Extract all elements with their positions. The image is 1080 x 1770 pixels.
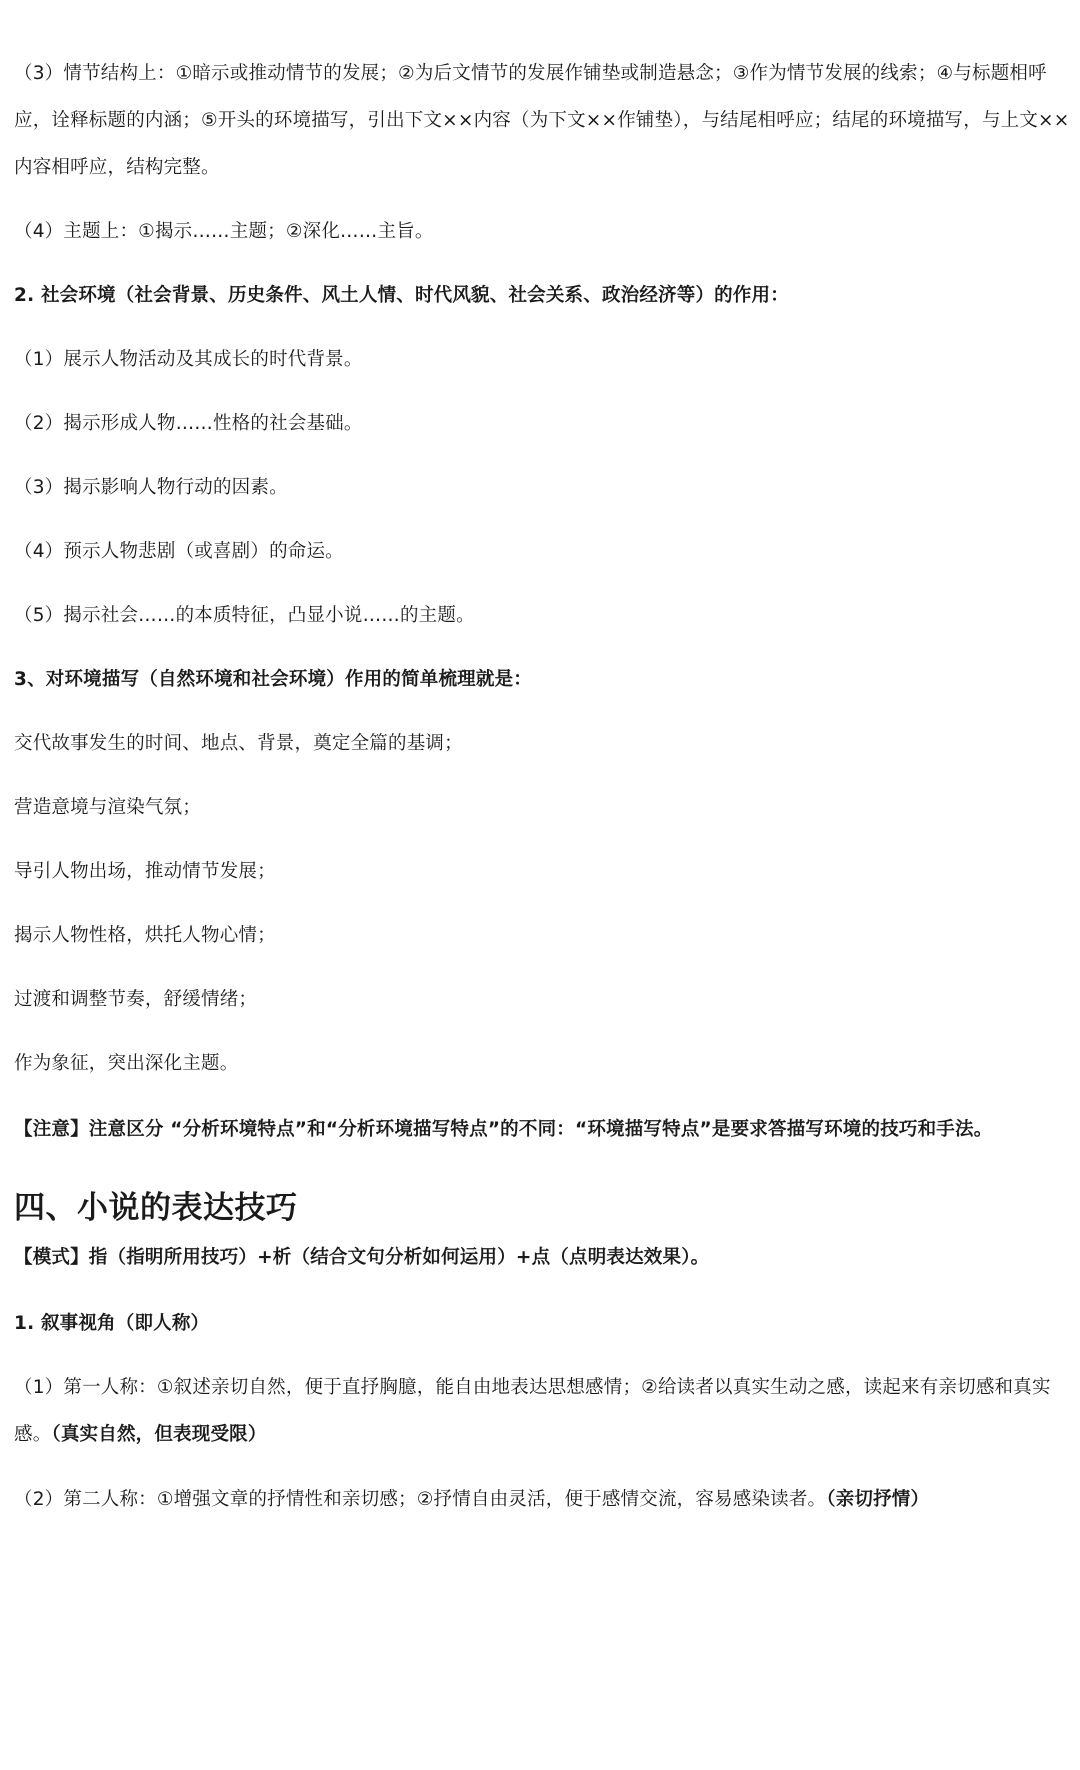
plot-structure-line-3: 内容相呼应，结构完整。 (14, 157, 220, 178)
theme-line: （4）主题上：①揭示……主题；②深化……主旨。 (14, 221, 434, 242)
social-environment-item-3: （3）揭示影响人物行动的因素。 (14, 477, 288, 498)
second-person-line (14, 1486, 929, 1514)
second-person-text: （2）第二人称：①增强文章的抒情性和亲切感；②抒情自由灵活，便于感情交流，容易感染读者。 (14, 1489, 827, 1510)
summary-title: 3、对环境描写（自然环境和社会环境）作用的简单梳理就是： (14, 669, 532, 690)
social-environment-item-1: （1）展示人物活动及其成长的时代背景。 (14, 349, 363, 370)
first-person-line-2-text: 感。 (14, 1424, 52, 1445)
summary-item-5: 过渡和调整节奏，舒缓情绪； (14, 989, 258, 1010)
summary-item-3: 导引人物出场，推动情节发展； (14, 861, 276, 882)
social-environment-item-2: （2）揭示形成人物……性格的社会基础。 (14, 413, 363, 434)
summary-item-4: 揭示人物性格，烘托人物心情； (14, 925, 276, 946)
note-line: 【注意】注意区分 “分析环境特点”和“分析环境描写特点”的不同：“环境描写特点”是要求答描写环境的技巧和手法。 (14, 1119, 993, 1140)
summary-item-2: 营造意境与渲染气氛； (14, 797, 202, 818)
section-heading: 四、小说的表达技巧 (14, 1190, 298, 1226)
first-person-line-1: （1）第一人称：①叙述亲切自然，便于直抒胸臆，能自由地表达思想感情；②给读者以真实生动之感，读起来有亲切感和真实 (14, 1377, 1051, 1398)
second-person-summary: （亲切抒情） (826, 1489, 930, 1510)
first-person-summary: （真实自然，但表现受限） (51, 1424, 267, 1445)
social-environment-item-5: （5）揭示社会……的本质特征，凸显小说……的主题。 (14, 605, 475, 626)
first-person-line-2 (14, 1421, 267, 1449)
summary-item-6: 作为象征，突出深化主题。 (14, 1053, 239, 1074)
narrative-perspective-title: 1. 叙事视角（即人称） (14, 1313, 210, 1334)
summary-item-1: 交代故事发生的时间、地点、背景，奠定全篇的基调； (14, 733, 463, 754)
plot-structure-line-2: 应，诠释标题的内涵；⑤开头的环境描写，引出下文××内容（为下文××作铺垫），与结尾相呼应；结尾的环境描写，与上文×× (14, 110, 1070, 131)
plot-structure-line-1: （3）情节结构上：①暗示或推动情节的发展；②为后文情节的发展作铺垫或制造悬念；③作为情节发展的线索；④与标题相呼 (14, 63, 1047, 84)
mode-line: 【模式】指（指明所用技巧）+析（结合文句分析如何运用）+点（点明表达效果）。 (14, 1247, 710, 1268)
social-environment-item-4: （4）预示人物悲剧（或喜剧）的命运。 (14, 541, 344, 562)
social-environment-title: 2. 社会环境（社会背景、历史条件、风土人情、时代风貌、社会关系、政治经济等）的作用： (14, 285, 789, 306)
